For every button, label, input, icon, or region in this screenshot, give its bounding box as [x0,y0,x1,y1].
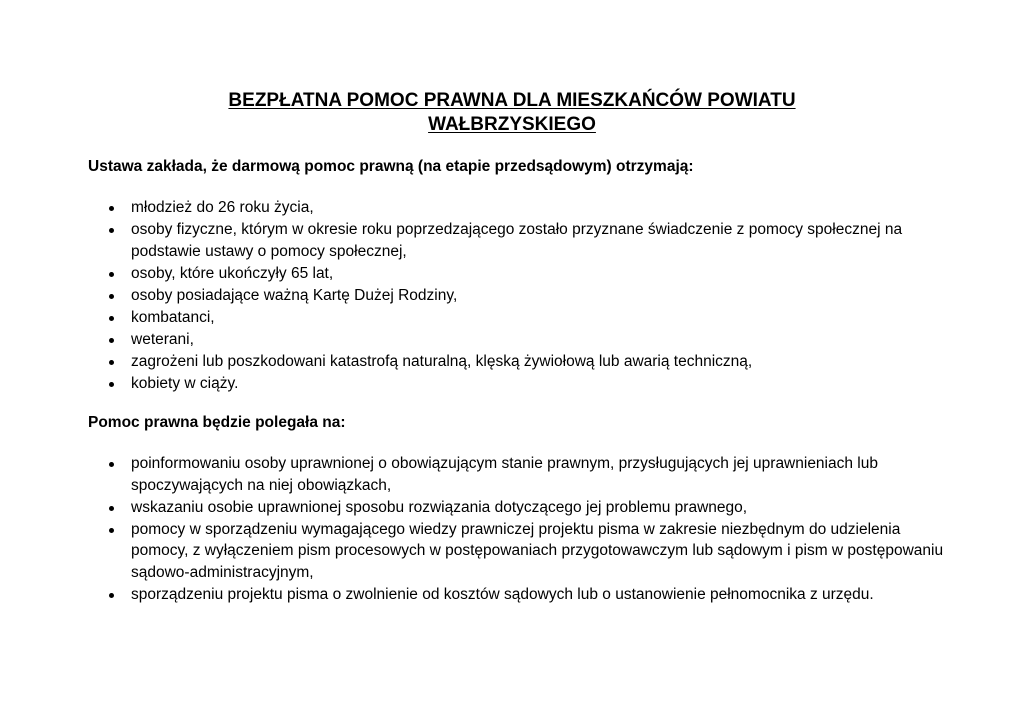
list-item [0,351,956,373]
bullet-icon [109,528,114,533]
list-item-text: osoby posiadające ważną Kartę Dużej Rodziny, [131,286,458,304]
list-item [0,329,956,351]
bullet-icon [109,316,114,321]
eligibility-list [0,197,956,395]
list-item [0,263,956,285]
list-item [0,285,956,307]
list-item [0,197,956,219]
bullet-icon [109,462,114,467]
bullet-icon [109,272,114,277]
list-item-text: osoby, które ukończyły 65 lat, [131,264,334,282]
list-item [0,219,956,262]
bullet-icon [109,382,114,387]
document-title-line-2: WAŁBRZYSKIEGO [428,114,596,135]
list-item-text: zagrożeni lub poszkodowani katastrofą naturalną, klęską żywiołową lub awarią techniczną, [131,352,753,370]
list-item-text: pomocy w sporządzeniu wymagającego wiedzy prawniczej projektu pisma w zakresie niezbędnym do udzielenia pomocy, z wyłączeniem pism procesowych w postępowaniach przygotowawczym lub sądowym i pism w postępowaniu sądowo-administracyjnym, [131,520,944,581]
list-item-text: osoby fizyczne, którym w okresie roku poprzedzającego zostało przyznane świadczenie z pomocy społecznej na podstawie ustawy o pomocy społecznej, [131,221,903,260]
section-1-heading: Ustawa zakłada, że darmową pomoc prawną (na etapie przedsądowym) otrzymają: [88,158,694,175]
bullet-icon [109,360,114,365]
bullet-icon [109,294,114,299]
list-item [0,453,956,496]
section-2-heading: Pomoc prawna będzie polegała na: [88,414,346,431]
bullet-icon [109,506,114,511]
list-item-text: kombatanci, [131,308,215,326]
list-item-text: wskazaniu osobie uprawnionej sposobu rozwiązania dotyczącego jej problemu prawnego, [131,498,748,516]
assistance-scope-list [0,453,956,606]
bullet-icon [109,338,114,343]
bullet-icon [109,206,114,211]
list-item [0,307,956,329]
bullet-icon [109,593,114,598]
document-title-line-1: BEZPŁATNA POMOC PRAWNA DLA MIESZKAŃCÓW POWIATU [228,90,796,111]
list-item-text: kobiety w ciąży. [131,374,239,392]
list-item [0,584,956,606]
bullet-icon [109,228,114,233]
list-item-text: sporządzeniu projektu pisma o zwolnienie od kosztów sądowych lub o ustanowienie pełnomocnika z urzędu. [131,585,874,603]
list-item [0,519,956,584]
list-item [0,373,956,395]
list-item [0,497,956,519]
list-item-text: weterani, [131,330,194,348]
list-item-text: poinformowaniu osoby uprawnionej o obowiązującym stanie prawnym, przysługujących jej uprawnieniach lub spoczywających na niej obowiązkach, [131,455,878,494]
list-item-text: młodzież do 26 roku życia, [131,199,314,216]
